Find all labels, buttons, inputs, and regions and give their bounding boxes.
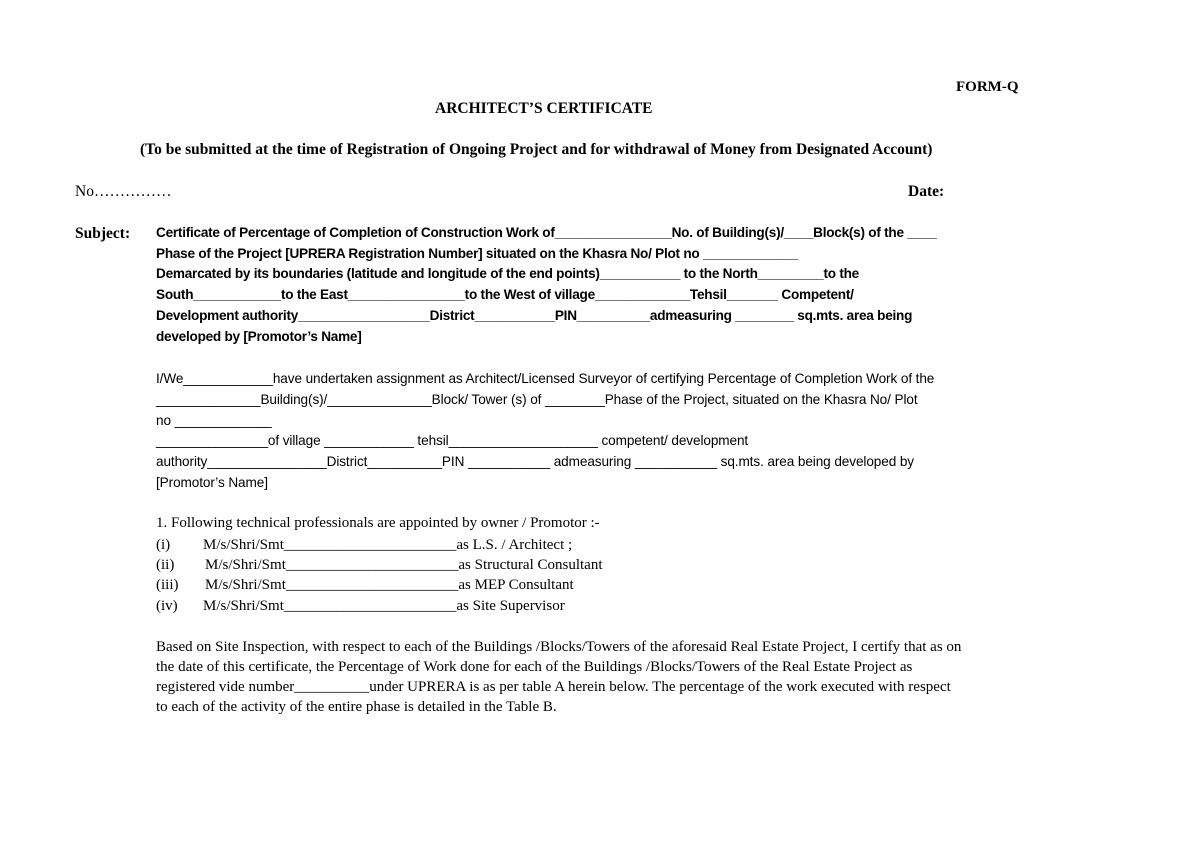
- page-subtitle: (To be submitted at the time of Registration of Ongoing Project and for withdrawal of Money from Designated Account): [140, 141, 933, 158]
- professional-number: (i): [156, 537, 171, 553]
- professional-number: (iv): [156, 598, 178, 614]
- subject-label: Subject:: [75, 225, 131, 242]
- page-title: ARCHITECT’S CERTIFICATE: [435, 100, 653, 117]
- undertaking-line: no _____________: [156, 413, 272, 428]
- basis-line: to each of the activity of the entire phase is detailed in the Table B.: [156, 699, 557, 715]
- item-1-heading: 1. Following technical professionals are appointed by owner / Promotor :-: [156, 515, 600, 531]
- professional-entry: M/s/Shri/Smt_______________________as Structural Consultant: [205, 557, 603, 573]
- basis-line: the date of this certificate, the Percentage of Work done for each of the Buildings /Blocks/Towers of the Real Estate Project as: [156, 659, 913, 675]
- subject-line: Certificate of Percentage of Completion of Construction Work of________________No. of Building(s)/____Block(s) of the ____: [156, 225, 937, 240]
- undertaking-line: I/We____________have undertaken assignment as Architect/Licensed Surveyor of certifying Percentage of Completion Work of the: [156, 371, 935, 386]
- form-id: FORM-Q: [956, 79, 1019, 95]
- undertaking-line: ______________Building(s)/______________Block/ Tower (s) of ________Phase of the Project, situated on the Khasra No/ Plot: [156, 392, 918, 407]
- professional-entry: M/s/Shri/Smt_______________________as MEP Consultant: [205, 577, 574, 593]
- professional-entry: M/s/Shri/Smt_______________________as Site Supervisor: [203, 598, 565, 614]
- certificate-number-line: No……………: [75, 183, 172, 200]
- subject-line: Phase of the Project [UPRERA Registration Number] situated on the Khasra No/ Plot no _____________: [156, 246, 799, 261]
- date-label: Date:: [908, 183, 945, 200]
- professional-number: (iii): [156, 577, 179, 593]
- subject-line: Demarcated by its boundaries (latitude and longitude of the end points)___________ to the North_________to the: [156, 266, 859, 281]
- subject-line: Development authority__________________District___________PIN__________admeasuring ________ sq.mts. area being: [156, 308, 913, 323]
- basis-line: registered vide number__________under UPRERA is as per table A herein below. The percentage of the work executed with respect: [156, 679, 951, 695]
- undertaking-line: authority________________District__________PIN ___________ admeasuring ___________ sq.mts. area being developed by: [156, 454, 914, 469]
- professional-number: (ii): [156, 557, 175, 573]
- basis-line: Based on Site Inspection, with respect to each of the Buildings /Blocks/Towers of the aforesaid Real Estate Project, I certify that as on: [156, 639, 962, 655]
- undertaking-line: [Promotor’s Name]: [156, 475, 268, 490]
- subject-line: developed by [Promotor’s Name]: [156, 329, 362, 344]
- subject-line: South____________to the East________________to the West of village_____________Tehsil_______ Competent/: [156, 287, 854, 302]
- undertaking-line: _______________of village ____________ tehsil____________________ competent/ development: [156, 433, 749, 448]
- professional-entry: M/s/Shri/Smt_______________________as L.S. / Architect ;: [203, 537, 573, 553]
